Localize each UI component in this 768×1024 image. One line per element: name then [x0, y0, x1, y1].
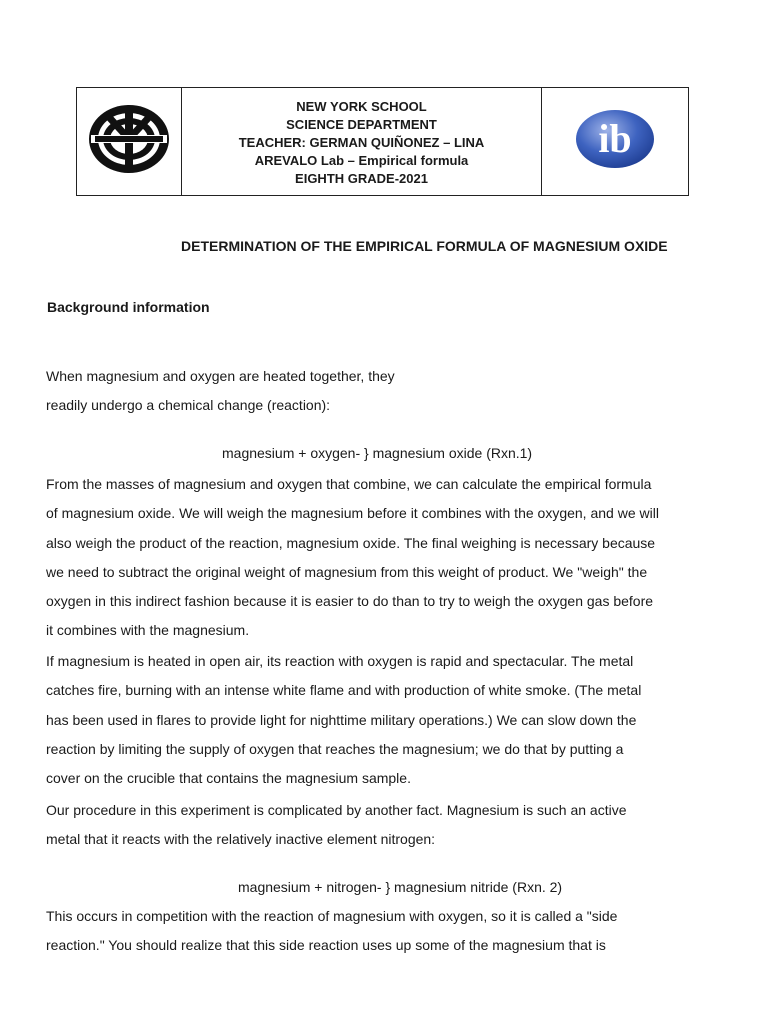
nyc-school-logo-icon	[85, 101, 173, 177]
department-name: SCIENCE DEPARTMENT	[286, 116, 437, 132]
ib-logo-text: ib	[598, 116, 632, 161]
text-line: has been used in flares to provide light for nighttime military operations.) We can slow down the	[46, 711, 637, 728]
text-line: If magnesium is heated in open air, its reaction with oxygen is rapid and spectacular. The metal	[46, 653, 634, 669]
document-title: DETERMINATION OF THE EMPIRICAL FORMULA OF MAGNESIUM OXIDE	[181, 238, 668, 254]
text-line: also weigh the product of the reaction, magnesium oxide. The final weighing is necessary because	[46, 534, 656, 551]
background-heading: Background information	[47, 299, 210, 315]
text-line: it combines with the magnesium.	[46, 622, 250, 639]
text-line: This occurs in competition with the reaction of magnesium with oxygen, so it is called a "side	[46, 908, 618, 924]
teacher-line-1: TEACHER: GERMAN QUIÑONEZ – LINA	[238, 134, 485, 150]
ib-logo-icon	[574, 108, 656, 170]
paragraph-1	[46, 470, 718, 646]
paragraph-4	[46, 902, 718, 961]
header-table	[76, 87, 689, 196]
text-line: oxygen in this indirect fashion because it is easier to do than to try to weigh the oxygen gas before	[46, 593, 654, 610]
text-line: reaction." You should realize that this side reaction uses up some of the magnesium that is	[46, 937, 606, 954]
paragraph-3	[46, 796, 718, 855]
left-logo-cell	[77, 88, 182, 196]
text-line: readily undergo a chemical change (reaction):	[46, 397, 331, 414]
school-info-cell	[182, 88, 542, 196]
grade-line: EIGHTH GRADE-2021	[295, 170, 428, 186]
teacher-line-2: AREVALO Lab – Empirical formula	[254, 152, 469, 168]
right-logo-cell	[542, 88, 689, 196]
text-line: metal that it reacts with the relatively inactive element nitrogen:	[46, 831, 436, 848]
equation-rxn1: magnesium + oxygen- } magnesium oxide (Rxn.1)	[222, 445, 533, 461]
text-line: Our procedure in this experiment is complicated by another fact. Magnesium is such an active	[46, 802, 627, 818]
school-name: NEW YORK SCHOOL	[296, 98, 427, 114]
text-line: catches fire, burning with an intense white flame and with production of white smoke. (The metal	[46, 682, 642, 699]
text-line: cover on the crucible that contains the magnesium sample.	[46, 770, 411, 787]
intro-paragraph	[46, 362, 718, 421]
paragraph-2	[46, 647, 718, 793]
text-line: reaction by limiting the supply of oxygen that reaches the magnesium; we do that by putting a	[46, 740, 624, 757]
equation-rxn2: magnesium + nitrogen- } magnesium nitride (Rxn. 2)	[238, 879, 563, 895]
text-line: we need to subtract the original weight of magnesium from this weight of product. We "weigh" the	[46, 563, 648, 580]
text-line: When magnesium and oxygen are heated together, they	[46, 368, 395, 384]
text-line: of magnesium oxide. We will weigh the magnesium before it combines with the oxygen, and we will	[46, 505, 659, 522]
text-line: From the masses of magnesium and oxygen that combine, we can calculate the empirical formula	[46, 476, 652, 492]
